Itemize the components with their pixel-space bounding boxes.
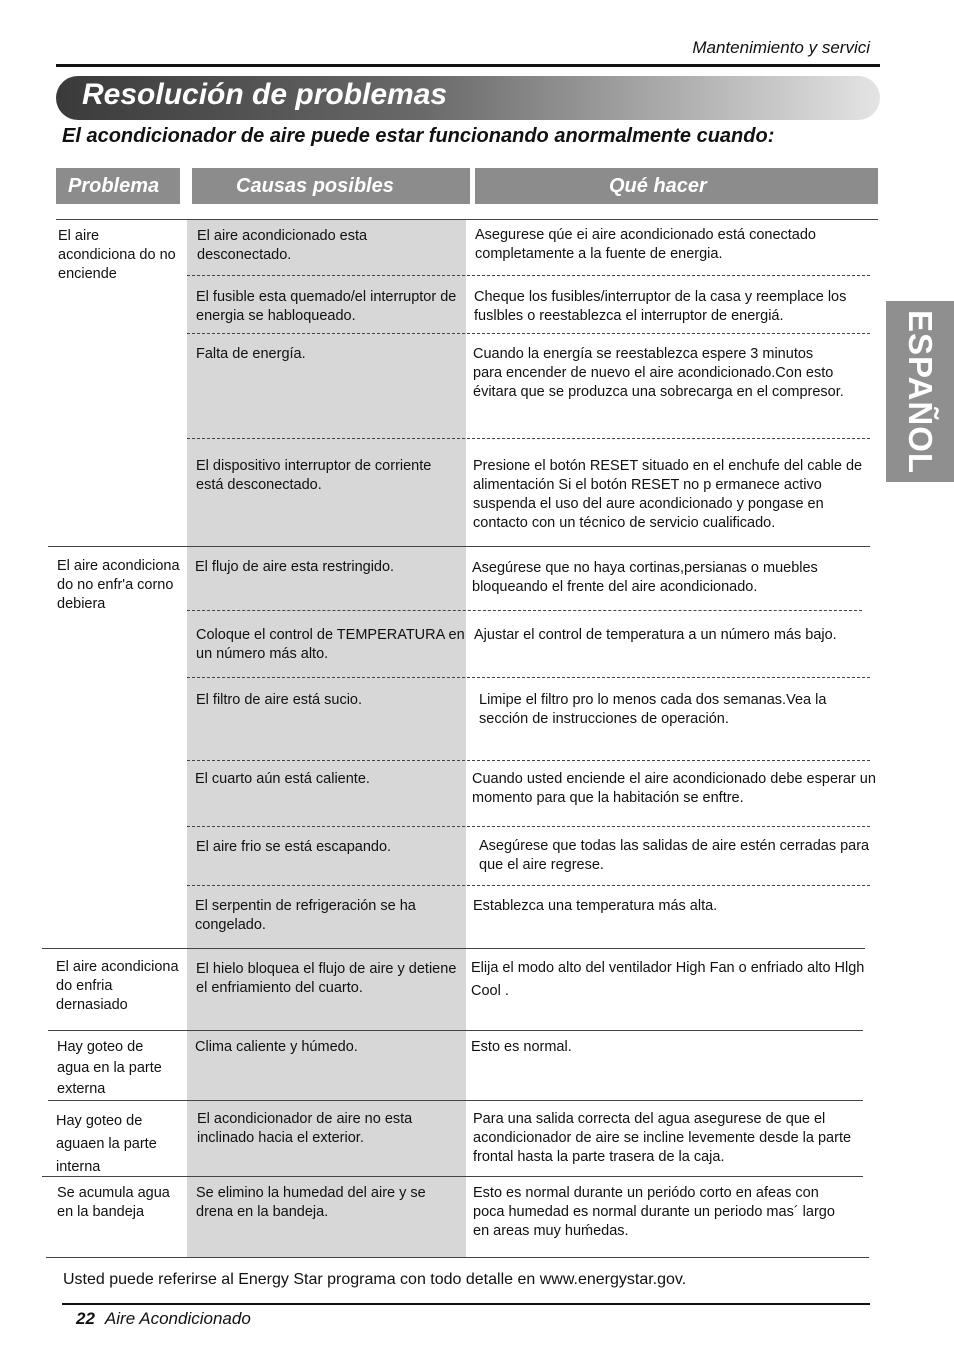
column-header-problem-label: Problema <box>68 174 160 197</box>
problem-cell: El aire acondiciona do no enfr'a corno debiera <box>57 558 180 612</box>
problem-cell: Hay goteo de agua en la parte externa <box>57 1039 162 1097</box>
action-text: situado en el enchufe del cable de alimentación Si el botón <box>473 458 863 493</box>
column-header-causes <box>192 168 470 204</box>
action-cell: Asegúrese que no haya cortinas,persianas o muebles bloqueando el frente del aire acondicionado. <box>472 560 818 595</box>
action-cell: Asegurese qúe ei aire acondicionado está conectado completamente a la fuente de energia. <box>475 227 816 262</box>
action-cell: Cheque los fusibles/interruptor de la casa y reemplace los fuslbles o reestablezca el interruptor de energiá. <box>474 289 847 324</box>
action-cell: Para una salida correcta del agua asegurese de que el acondicionador de aire se incline levemente desde la parte frontal hasta la parte trasera de la caja. <box>473 1111 852 1165</box>
mode-label: Hlgh Cool <box>471 960 865 999</box>
column-header-causes-label: Causas posibles <box>236 174 394 197</box>
page-title: Resolución de problemas <box>82 78 448 111</box>
reset-key-label: RESET <box>631 477 680 493</box>
top-rule <box>56 64 880 67</box>
action-text: Presione el botón <box>473 458 590 474</box>
cause-cell: El flujo de aire esta restringido. <box>195 559 395 575</box>
cause-cell: El fusible esta quemado/el interruptor de energia se habloqueado. <box>196 289 457 324</box>
row-divider <box>187 826 870 827</box>
cause-cell: El aire acondicionado esta desconectado. <box>197 228 368 263</box>
cause-cell: El dispositivo interruptor de corriente está desconectado. <box>196 458 432 493</box>
group-divider <box>48 546 870 547</box>
reset-key-label: RESET <box>589 458 638 474</box>
row-divider <box>187 333 870 334</box>
group-divider <box>48 1100 863 1101</box>
section-label: Mantenimiento y servici <box>692 38 870 57</box>
bottom-rule <box>62 1303 870 1305</box>
group-divider <box>48 1030 863 1031</box>
column-header-action <box>475 168 878 204</box>
title-bar <box>56 76 880 120</box>
mode-label: High Fan <box>675 960 735 976</box>
row-divider <box>187 438 870 439</box>
row-divider <box>187 885 870 886</box>
action-cell: Cuando usted enciende el aire acondicionado debe esperar un momento para que la habitación se enftre. <box>472 771 876 806</box>
action-text: no p ermanece activo suspenda el uso del aure acondicionado y pongase en contacto con un técnico de servicio cualificado. <box>473 477 824 531</box>
action-cell: Ajustar el control de temperatura a un número más bajo. <box>474 627 837 643</box>
table-top-line <box>56 219 878 220</box>
language-tab-label: ESPAÑOL <box>902 309 939 474</box>
table-bottom-line <box>46 1257 869 1258</box>
footer-label: Aire Acondicionado <box>104 1309 251 1328</box>
problem-cell: Hay goteo de aguaen la parte interna <box>56 1113 157 1175</box>
language-tab <box>886 301 954 482</box>
problem-cell: El aire acondiciona do no enciende <box>58 228 176 282</box>
cause-cell: Falta de energía. <box>196 346 306 362</box>
action-cell: Cuando la energía se reestablezca espere 3 minutos para encender de nuevo el aire acondicionado.Con esto évitara que se produzca una sobrecarga en el compresor. <box>473 346 844 400</box>
action-cell <box>473 457 878 533</box>
page-footer <box>76 1309 251 1329</box>
problem-cell: El aire acondiciona do enfria dernasiado <box>56 959 179 1013</box>
cause-cell: El cuarto aún está caliente. <box>195 771 370 787</box>
page-number: 22 <box>76 1309 95 1328</box>
page-subtitle: El acondicionador de aire puede estar funcionando anormalmente cuando: <box>62 125 775 147</box>
action-cell <box>471 957 866 1003</box>
action-text: Elija el modo alto del ventilador <box>471 960 676 976</box>
cause-cell: El acondicionador de aire no esta inclinado hacia el exterior. <box>197 1111 413 1146</box>
cause-cell: El filtro de aire está sucio. <box>196 692 363 708</box>
cause-cell: El aire frio se está escapando. <box>196 839 392 855</box>
group-divider <box>42 948 865 949</box>
cause-cell: El hielo bloquea el flujo de aire y detiene el enfriamiento del cuarto. <box>196 961 457 996</box>
action-text: o enfriado alto <box>734 960 835 976</box>
action-cell: Asegúrese que todas las salidas de aire estén cerradas para que el aire regrese. <box>479 838 870 873</box>
column-header-problem <box>56 168 180 204</box>
action-cell: Establezca una temperatura más alta. <box>473 898 718 914</box>
column-header-action-label: Qué hacer <box>609 174 707 197</box>
cause-cell: El serpentin de refrigeración se ha congelado. <box>195 898 416 933</box>
cause-cell: Se elimino la humedad del aire y se drena en la bandeja. <box>196 1185 426 1220</box>
action-cell: Esto es normal durante un periódo corto en afeas con poca humedad es normal durante un periodo mas´ largo en areas muy huḿedas. <box>473 1185 835 1239</box>
problem-cell: Se acumula agua en la bandeja <box>57 1185 170 1220</box>
causes-column-background <box>187 220 466 1257</box>
cause-cell: Coloque el control de TEMPERATURA en un número más alto. <box>196 627 465 662</box>
row-divider <box>187 275 870 276</box>
action-text: . <box>500 983 509 999</box>
row-divider <box>187 610 862 611</box>
footnote: Usted puede referirse al Energy Star programa con todo detalle en www.energystar.gov. <box>63 1271 687 1288</box>
action-cell: Limipe el filtro pro lo menos cada dos semanas.Vea la sección de instrucciones de operación. <box>479 692 827 727</box>
row-divider <box>187 677 870 678</box>
row-divider <box>187 760 870 761</box>
action-cell: Esto es normal. <box>471 1039 572 1055</box>
cause-cell: Clima caliente y húmedo. <box>195 1039 358 1055</box>
